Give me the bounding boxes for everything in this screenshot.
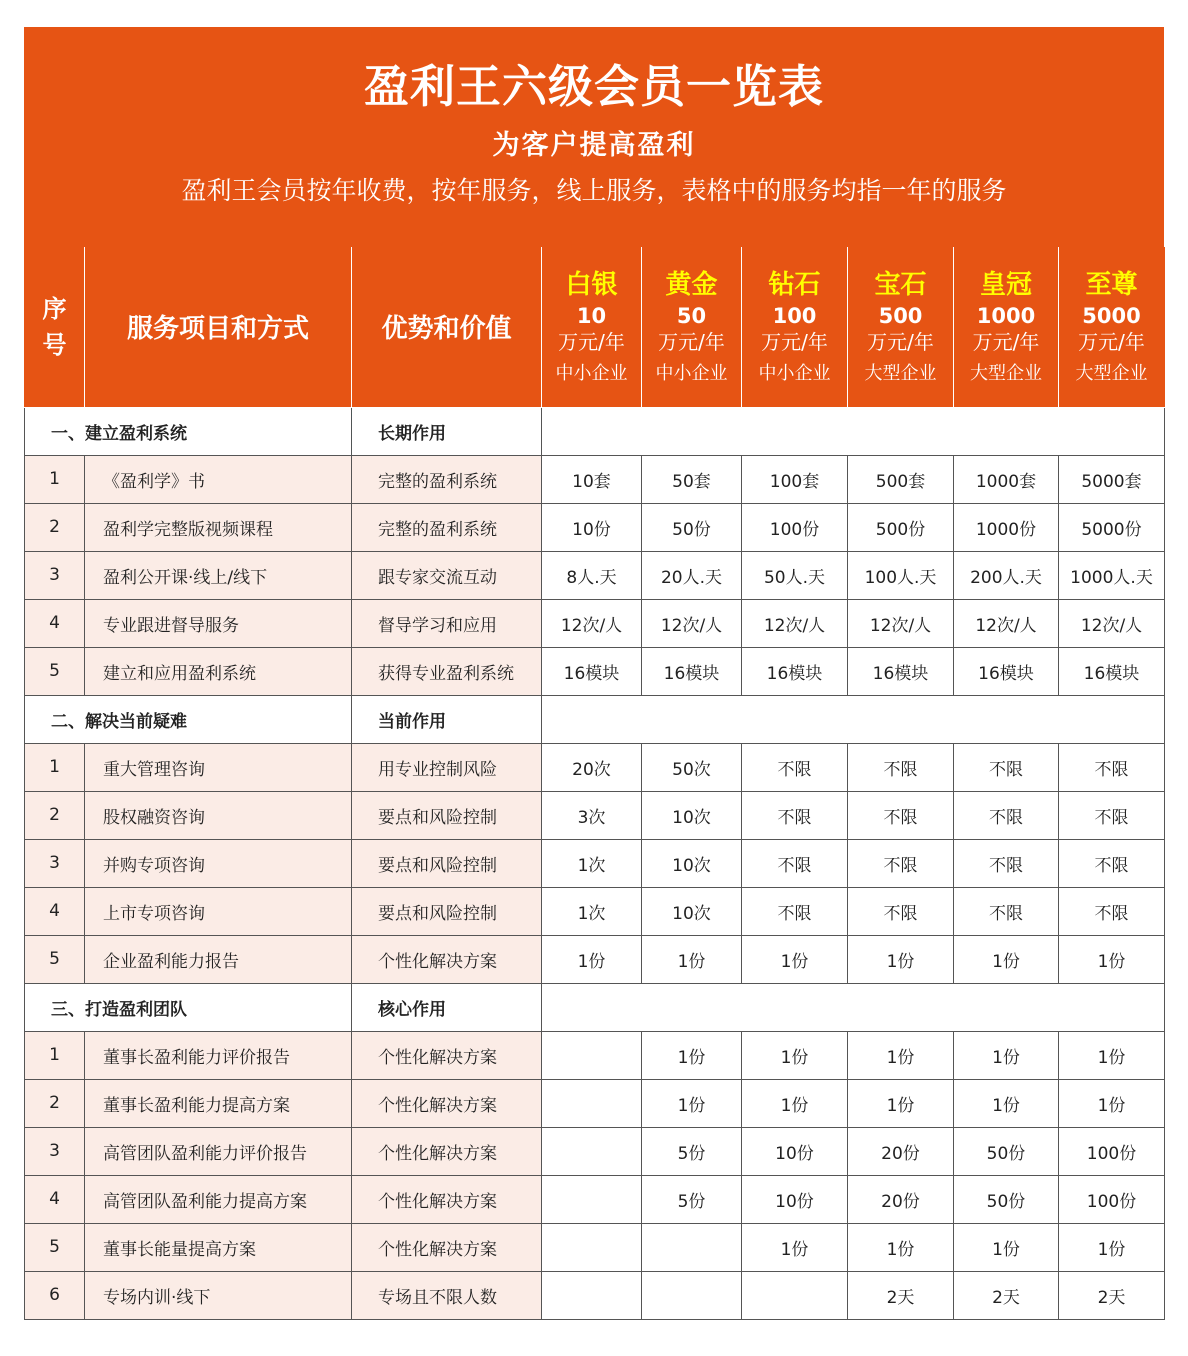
level-value-cell: 50份 [954, 1175, 1059, 1223]
service-item: 盈利学完整版视频课程 [85, 503, 352, 551]
row-number: 5 [25, 1223, 85, 1271]
service-item: 《盈利学》书 [85, 455, 352, 503]
level-unit: 万元/年 [1078, 329, 1145, 354]
level-value-cell: 不限 [1059, 839, 1165, 887]
level-company-size: 中小企业 [758, 362, 831, 384]
column-header-level [848, 247, 954, 407]
level-value-cell: 10次 [642, 839, 742, 887]
table-row [25, 743, 1165, 791]
level-value-cell: 12次/人 [542, 599, 642, 647]
level-value-cell: 1份 [1059, 1223, 1165, 1271]
service-item: 董事长能量提高方案 [85, 1223, 352, 1271]
service-item: 董事长盈利能力提高方案 [85, 1079, 352, 1127]
level-value-cell: 1份 [848, 1079, 954, 1127]
level-price: 5000 [1082, 303, 1141, 328]
row-number: 5 [25, 647, 85, 695]
service-advantage: 用专业控制风险 [352, 743, 542, 791]
level-company-size: 中小企业 [555, 362, 628, 384]
level-value-cell: 50套 [642, 455, 742, 503]
section-title: 二、解决当前疑难 [25, 695, 352, 743]
service-advantage: 完整的盈利系统 [352, 503, 542, 551]
level-value-cell: 16模块 [1059, 647, 1165, 695]
level-unit: 万元/年 [972, 329, 1040, 354]
membership-sheet [24, 27, 1164, 1320]
row-number: 3 [25, 1127, 85, 1175]
row-number: 1 [25, 743, 85, 791]
level-company-size: 大型企业 [864, 362, 937, 384]
service-advantage: 要点和风险控制 [352, 887, 542, 935]
level-value-cell: 不限 [954, 743, 1059, 791]
level-price: 500 [878, 303, 923, 328]
service-advantage: 获得专业盈利系统 [352, 647, 542, 695]
level-value-cell: 1份 [542, 935, 642, 983]
level-value-cell: 500套 [848, 455, 954, 503]
table-row [25, 455, 1165, 503]
level-value-cell: 10份 [542, 503, 642, 551]
level-value-cell: 16模块 [954, 647, 1059, 695]
level-unit: 万元/年 [658, 329, 725, 354]
level-value-cell: 16模块 [642, 647, 742, 695]
service-advantage: 要点和风险控制 [352, 839, 542, 887]
table-row [25, 1079, 1165, 1127]
level-value-cell: 10次 [642, 887, 742, 935]
table-row [25, 503, 1165, 551]
row-number: 2 [25, 791, 85, 839]
level-value-cell [642, 1223, 742, 1271]
table-row [25, 887, 1165, 935]
level-value-cell: 1份 [848, 1223, 954, 1271]
page-title: 盈利王六级会员一览表 [363, 60, 824, 113]
service-advantage: 个性化解决方案 [352, 1223, 542, 1271]
table-row [25, 551, 1165, 599]
service-item: 高管团队盈利能力提高方案 [85, 1175, 352, 1223]
level-value-cell: 16模块 [742, 647, 848, 695]
level-company-size: 大型企业 [970, 362, 1042, 384]
level-unit: 万元/年 [558, 329, 625, 354]
level-unit: 万元/年 [867, 329, 934, 354]
level-value-cell: 不限 [954, 839, 1059, 887]
level-value-cell: 1份 [1059, 935, 1165, 983]
section-role: 核心作用 [352, 983, 542, 1031]
table-row [25, 1223, 1165, 1271]
service-item: 企业盈利能力报告 [85, 935, 352, 983]
level-price: 100 [772, 303, 817, 328]
column-header-service: 服务项目和方式 [85, 247, 352, 407]
table-body [25, 407, 1165, 1319]
level-name: 白银 [565, 269, 618, 300]
level-value-cell: 1份 [642, 935, 742, 983]
level-value-cell: 不限 [848, 839, 954, 887]
level-value-cell: 8人.天 [542, 551, 642, 599]
level-value-cell: 1份 [848, 1031, 954, 1079]
service-advantage: 完整的盈利系统 [352, 455, 542, 503]
level-value-cell: 不限 [1059, 791, 1165, 839]
level-value-cell: 1000份 [954, 503, 1059, 551]
row-number: 6 [25, 1271, 85, 1319]
level-value-cell [542, 1031, 642, 1079]
service-item: 重大管理咨询 [85, 743, 352, 791]
level-value-cell: 12次/人 [1059, 599, 1165, 647]
row-number: 4 [25, 1175, 85, 1223]
service-item: 并购专项咨询 [85, 839, 352, 887]
level-price: 50 [676, 303, 707, 328]
level-value-cell: 10份 [742, 1175, 848, 1223]
level-value-cell: 1份 [1059, 1031, 1165, 1079]
level-value-cell: 50份 [954, 1127, 1059, 1175]
level-value-cell: 12次/人 [742, 599, 848, 647]
row-number: 5 [25, 935, 85, 983]
level-value-cell: 5000份 [1059, 503, 1165, 551]
level-value-cell: 不限 [742, 887, 848, 935]
level-value-cell: 16模块 [542, 647, 642, 695]
table-row [25, 1127, 1165, 1175]
service-item: 董事长盈利能力评价报告 [85, 1031, 352, 1079]
level-company-size: 中小企业 [655, 362, 728, 384]
header-banner [24, 27, 1164, 247]
service-advantage: 要点和风险控制 [352, 791, 542, 839]
level-value-cell: 1000套 [954, 455, 1059, 503]
level-value-cell: 100套 [742, 455, 848, 503]
level-value-cell [642, 1271, 742, 1319]
row-number: 3 [25, 839, 85, 887]
level-value-cell: 1份 [954, 935, 1059, 983]
level-value-cell: 2天 [848, 1271, 954, 1319]
service-advantage: 专场且不限人数 [352, 1271, 542, 1319]
service-advantage: 督导学习和应用 [352, 599, 542, 647]
section-title: 三、打造盈利团队 [25, 983, 352, 1031]
row-number: 2 [25, 1079, 85, 1127]
service-item: 专业跟进督导服务 [85, 599, 352, 647]
level-value-cell: 1000人.天 [1059, 551, 1165, 599]
level-value-cell: 1份 [954, 1223, 1059, 1271]
level-name: 钻石 [768, 269, 821, 300]
page-subtitle: 为客户提高盈利 [492, 130, 696, 161]
level-value-cell: 1份 [742, 1223, 848, 1271]
section-row [25, 695, 1165, 743]
row-number: 1 [25, 1031, 85, 1079]
level-value-cell: 不限 [1059, 743, 1165, 791]
level-value-cell: 3次 [542, 791, 642, 839]
section-title: 一、建立盈利系统 [25, 407, 352, 455]
level-value-cell: 100份 [1059, 1127, 1165, 1175]
level-value-cell: 1次 [542, 839, 642, 887]
table-row [25, 791, 1165, 839]
level-value-cell: 12次/人 [954, 599, 1059, 647]
section-filler [542, 695, 1165, 743]
seq-header-label: 序号 [42, 294, 67, 359]
level-value-cell: 不限 [848, 791, 954, 839]
level-value-cell: 1份 [954, 1079, 1059, 1127]
level-value-cell [542, 1079, 642, 1127]
level-value-cell: 100份 [742, 503, 848, 551]
level-value-cell: 16模块 [848, 647, 954, 695]
level-value-cell [542, 1127, 642, 1175]
service-advantage: 个性化解决方案 [352, 1127, 542, 1175]
row-number: 4 [25, 887, 85, 935]
level-value-cell: 12次/人 [642, 599, 742, 647]
level-value-cell: 100人.天 [848, 551, 954, 599]
table-row [25, 647, 1165, 695]
level-value-cell: 500份 [848, 503, 954, 551]
level-value-cell: 不限 [954, 887, 1059, 935]
level-value-cell: 1份 [742, 935, 848, 983]
level-value-cell: 5000套 [1059, 455, 1165, 503]
level-value-cell: 2天 [954, 1271, 1059, 1319]
table-row [25, 1031, 1165, 1079]
level-value-cell [742, 1271, 848, 1319]
level-value-cell: 100份 [1059, 1175, 1165, 1223]
row-number: 3 [25, 551, 85, 599]
level-value-cell: 1份 [1059, 1079, 1165, 1127]
level-value-cell: 200人.天 [954, 551, 1059, 599]
table-row [25, 839, 1165, 887]
level-value-cell: 不限 [1059, 887, 1165, 935]
service-item: 高管团队盈利能力评价报告 [85, 1127, 352, 1175]
section-role: 长期作用 [352, 407, 542, 455]
column-header-level [954, 247, 1059, 407]
level-value-cell [542, 1175, 642, 1223]
level-name: 皇冠 [979, 269, 1032, 300]
column-header-level [542, 247, 642, 407]
level-value-cell: 2天 [1059, 1271, 1165, 1319]
membership-table [24, 247, 1165, 1320]
level-unit: 万元/年 [761, 329, 828, 354]
column-header-level [742, 247, 848, 407]
level-value-cell: 5份 [642, 1127, 742, 1175]
column-header-value: 优势和价值 [352, 247, 542, 407]
level-value-cell: 1次 [542, 887, 642, 935]
level-value-cell: 不限 [742, 839, 848, 887]
level-value-cell: 20人.天 [642, 551, 742, 599]
level-value-cell: 50份 [642, 503, 742, 551]
level-price: 1000 [976, 303, 1036, 328]
level-value-cell [542, 1271, 642, 1319]
level-value-cell: 不限 [742, 743, 848, 791]
level-value-cell: 20次 [542, 743, 642, 791]
level-value-cell: 12次/人 [848, 599, 954, 647]
service-item: 建立和应用盈利系统 [85, 647, 352, 695]
level-value-cell: 1份 [848, 935, 954, 983]
level-value-cell [542, 1223, 642, 1271]
level-value-cell: 5份 [642, 1175, 742, 1223]
section-filler [542, 407, 1165, 455]
level-value-cell: 1份 [742, 1031, 848, 1079]
level-value-cell: 1份 [742, 1079, 848, 1127]
level-value-cell: 1份 [642, 1031, 742, 1079]
table-row [25, 935, 1165, 983]
section-row [25, 983, 1165, 1031]
level-price: 10 [576, 303, 607, 328]
level-value-cell: 1份 [954, 1031, 1059, 1079]
service-item: 盈利公开课·线上/线下 [85, 551, 352, 599]
level-value-cell: 1份 [642, 1079, 742, 1127]
level-name: 宝石 [874, 269, 927, 300]
level-name: 黄金 [665, 269, 718, 300]
row-number: 1 [25, 455, 85, 503]
section-filler [542, 983, 1165, 1031]
section-row [25, 407, 1165, 455]
level-value-cell: 不限 [954, 791, 1059, 839]
service-advantage: 个性化解决方案 [352, 935, 542, 983]
level-value-cell: 10套 [542, 455, 642, 503]
level-value-cell: 不限 [742, 791, 848, 839]
level-value-cell: 不限 [848, 887, 954, 935]
level-name: 至尊 [1085, 269, 1138, 300]
service-advantage: 个性化解决方案 [352, 1175, 542, 1223]
level-value-cell: 50次 [642, 743, 742, 791]
row-number: 2 [25, 503, 85, 551]
service-advantage: 个性化解决方案 [352, 1079, 542, 1127]
page-description: 盈利王会员按年收费，按年服务，线上服务，表格中的服务均指一年的服务 [181, 176, 1007, 205]
service-item: 上市专项咨询 [85, 887, 352, 935]
column-header-seq [25, 247, 85, 407]
table-row [25, 1175, 1165, 1223]
level-value-cell: 10份 [742, 1127, 848, 1175]
column-header-level [1059, 247, 1165, 407]
table-row [25, 1271, 1165, 1319]
table-header-row [25, 247, 1165, 407]
service-item: 专场内训·线下 [85, 1271, 352, 1319]
level-value-cell: 20份 [848, 1175, 954, 1223]
table-row [25, 599, 1165, 647]
level-value-cell: 20份 [848, 1127, 954, 1175]
row-number: 4 [25, 599, 85, 647]
column-header-level [642, 247, 742, 407]
service-advantage: 跟专家交流互动 [352, 551, 542, 599]
level-value-cell: 50人.天 [742, 551, 848, 599]
level-value-cell: 10次 [642, 791, 742, 839]
section-role: 当前作用 [352, 695, 542, 743]
service-advantage: 个性化解决方案 [352, 1031, 542, 1079]
service-item: 股权融资咨询 [85, 791, 352, 839]
level-value-cell: 不限 [848, 743, 954, 791]
level-company-size: 大型企业 [1075, 362, 1148, 384]
